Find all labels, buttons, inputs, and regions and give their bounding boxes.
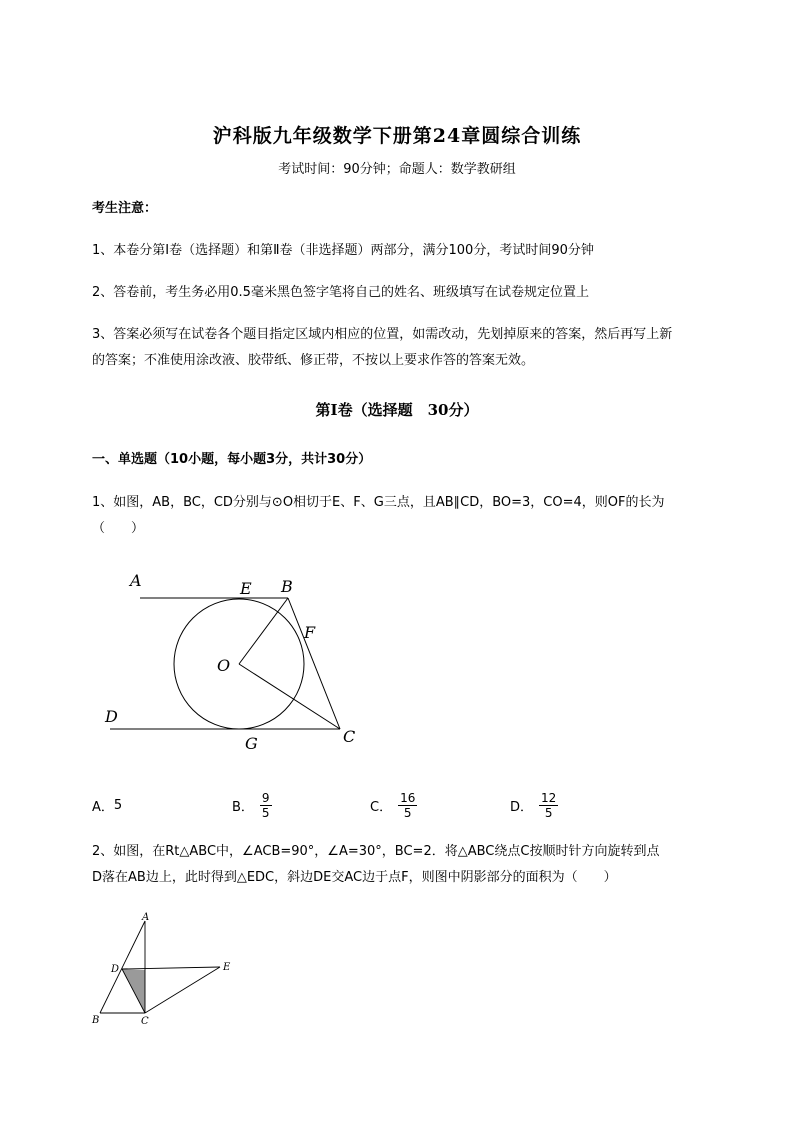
option-d[interactable] [510,788,558,822]
question-2-figure [88,912,248,1032]
notice-item-3-line2: 的答案；不准使用涂改液、胶带纸、修正带，不按以上要求作答的答案无效。 [92,353,535,368]
question-2-text: 2、如图，在Rt△ABC中，∠ACB=90°，∠A=30°，BC=2．将△ABC绕点C按顺时针方向旋转到点 [92,844,660,859]
page-title: 沪科版九年级数学下册第24章圆综合训练 [212,125,582,147]
segment-ec [145,967,220,1013]
notice-item-3-line1: 3、答案必须写在试卷各个题目指定区域内相应的位置，如需改动，先划掉原来的答案，然后再写上新 [92,327,673,342]
fig2-label-c: C [141,1016,149,1027]
label-c: C [343,727,356,746]
option-d-fraction [539,791,558,820]
option-c-fraction [398,791,417,820]
notice-heading: 考生注意： [92,201,158,216]
question-1-text: 1、如图，AB，BC，CD分别与⊙O相切于E、F、G三点，且AB∥CD，BO=3，CO=4，则OF的长为 [92,495,665,510]
option-a-label: A． [92,799,114,815]
fig2-label-b: B [92,1015,100,1026]
question-2-text-line2: D落在AB边上，此时得到△EDC，斜边DE交AC边于点F，则图中阴影部分的面积为（ ） [92,870,617,885]
fig2-label-a: A [142,912,150,923]
segment-de [122,967,220,969]
exam-info: 考试时间：90分钟；命题人：数学教研组 [278,162,516,177]
line-ob [239,598,288,664]
label-o: O [217,656,231,675]
option-b-fraction [260,791,272,820]
question-1-figure [100,568,370,758]
fig2-label-d: D [111,964,120,975]
option-b-denominator: 5 [261,805,270,820]
option-c[interactable] [370,788,417,822]
option-c-numerator: 16 [400,790,416,805]
option-d-denominator: 5 [544,805,553,820]
option-d-numerator: 12 [541,790,557,805]
notice-item-1: 1、本卷分第I卷（选择题）和第Ⅱ卷（非选择题）两部分，满分100分，考试时间90分钟 [92,243,594,258]
label-e: E [240,579,252,598]
line-bc [288,598,340,729]
label-a: A [130,571,142,590]
label-d: D [105,707,118,726]
section-title: 第I卷（选择题 30分） [315,401,479,419]
option-b-label: B． [232,799,254,815]
option-d-label: D． [510,799,534,815]
question-1-bracket: （ ） [92,521,145,536]
label-b: B [281,577,293,596]
option-b-numerator: 9 [261,790,270,805]
label-f: F [304,623,316,642]
option-c-label: C． [370,799,393,815]
option-c-denominator: 5 [403,805,412,820]
option-b[interactable] [232,788,272,822]
line-oc [239,664,340,729]
fig2-label-e: E [223,962,231,973]
option-a-value: 5 [113,797,123,813]
label-g: G [245,734,258,753]
part-heading: 一、单选题（10小题，每小题3分，共计30分） [92,452,372,467]
option-a[interactable] [92,788,122,822]
notice-item-2: 2、答卷前，考生务必用0.5毫米黑色签字笔将自己的姓名、班级填写在试卷规定位置上 [92,285,589,300]
